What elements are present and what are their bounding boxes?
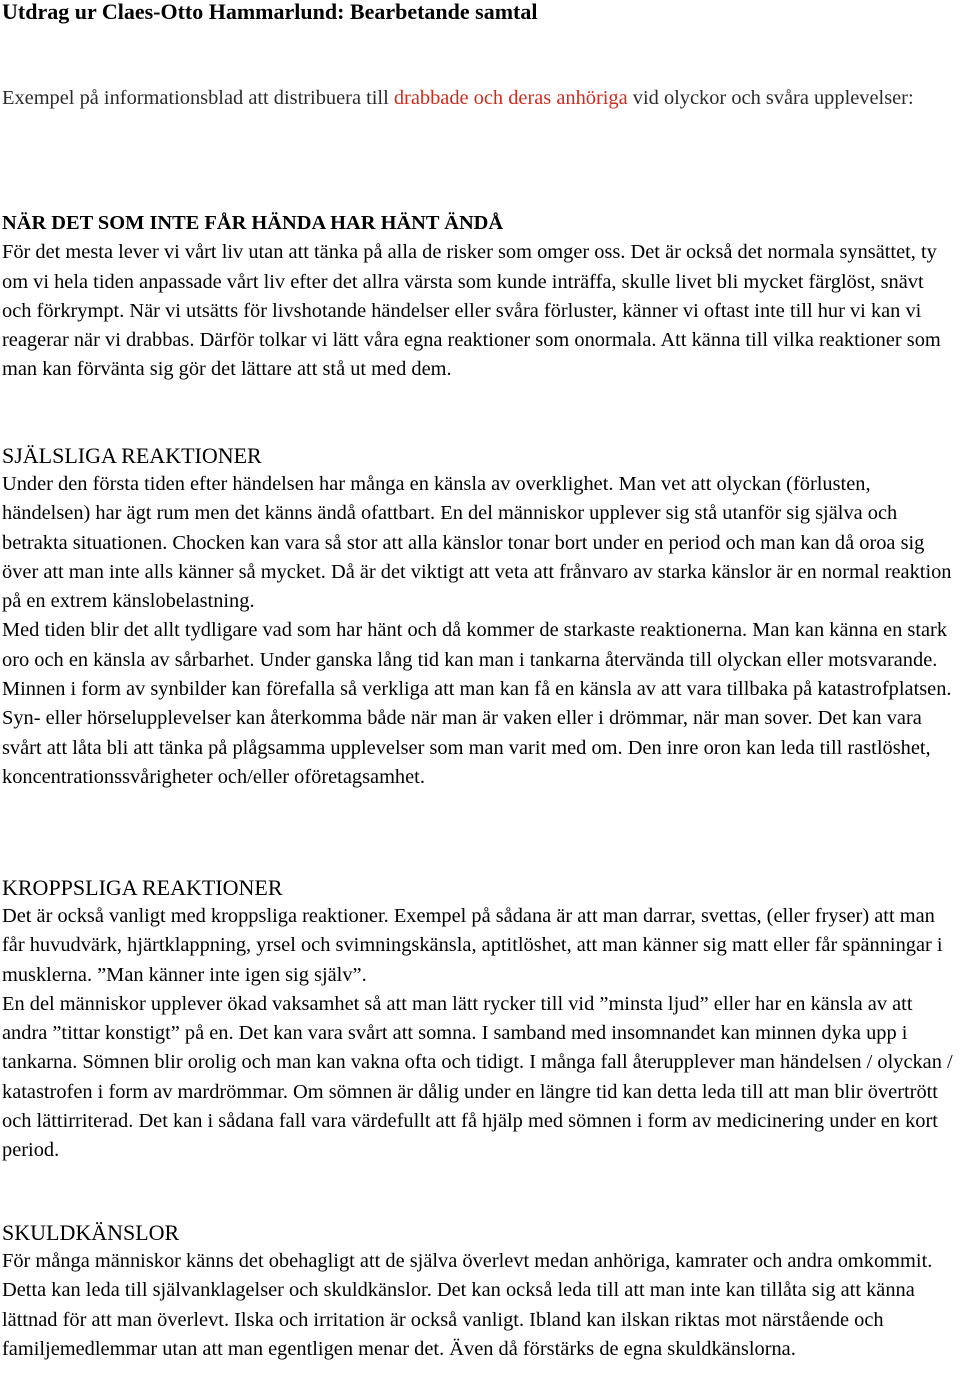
intro-paragraph xyxy=(2,83,956,115)
paragraph: En del människor upplever ökad vaksamhet så att man lätt rycker till vid ”minsta ljud” eller har en känsla av att andra ”tittar konstigt” på en. Det kan vara svårt att somna. I samband med insomnandet kan minnen dyka upp i tankarna. Sömnen blir orolig och man kan vakna ofta och tidigt. I många fall återupplever man händelsen / olyckan / katastrofen i form av mardrömmar. Om sömnen är dålig under en längre tid kan detta leda till att man blir övertrött och lättirriterad. Det kan i sådana fall vara värdefullt att få hjälp med sömnen i form av medicinering under en kort period. xyxy=(2,992,953,1162)
intro-text-before: Exempel på informationsblad att distribuera till xyxy=(2,87,394,109)
intro-text-after: vid olyckor och svåra upplevelser: xyxy=(627,87,914,109)
section-physical-reactions xyxy=(2,873,956,1166)
section-body xyxy=(2,238,956,384)
intro-highlight: drabbade och deras anhöriga xyxy=(393,87,628,109)
paragraph: Under den första tiden efter händelsen har många en känsla av overklighet. Man vet att olyckan (förlusten, händelsen) har ägt rum men det känns ändå ofattbart. En del människor upplever sig stå utanför sig själva och betrakta situationen. Chocken kan vara så stor att alla känslor tonar bort under en period och man kan då oroa sig över att man inte alls känner så mycket. Då är det viktigt att veta att frånvaro av starka känslor är en normal reaktion på en extrem känslobelastning. xyxy=(2,473,952,613)
section-heading: SKULDKÄNSLOR xyxy=(2,1220,180,1245)
paragraph: För det mesta lever vi vårt liv utan att tänka på alla de risker som omger oss. Det är också det normala synsättet, ty om vi hela tiden anpassade vårt liv efter det allra värsta som kunde inträffa, skulle livet bli mycket färglöst, snävt och förkrympt. När vi utsätts för livshotande händelser eller svåra förluster, känner vi oftast inte till hur vi kan vi reagerar när vi drabbas. Därför tolkar vi lätt våra egna reaktioner som onormala. Att känna till vilka reaktioner som man kan förvänta sig gör det lättare att stå ut med dem. xyxy=(2,241,941,381)
section-body xyxy=(2,902,956,1166)
section-guilt xyxy=(2,1218,956,1364)
section-intro-event xyxy=(2,209,956,385)
section-body xyxy=(2,470,956,792)
paragraph: Med tiden blir det allt tydligare vad som har hänt och då kommer de starkaste reaktionerna. Man kan känna en stark oro och en känsla av sårbarhet. Under ganska lång tid kan man i tankarna återvända till olyckan eller motsvarande. Minnen i form av synbilder kan förefalla så verkliga att man kan få en känsla av att vara tillbaka på katastrofplatsen. Syn- eller hörselupplevelser kan återkomma både när man är vaken eller i drömmar, när man sover. Det kan vara svårt att låta bli att tänka på plågsamma upplevelser som man varit med om. Den inre oron kan leda till rastlöshet, koncentrationssvårigheter och/eller oföretagsamhet. xyxy=(2,619,952,788)
section-body xyxy=(2,1247,956,1364)
paragraph: Det är också vanligt med kroppsliga reaktioner. Exempel på sådana är att man darrar, svettas, (eller fryser) att man får huvudvärk, hjärtklappning, yrsel och svimningskänsla, aptitlöshet, att man känner sig matt eller får spänningar i musklerna. ”Man känner inte igen sig själv”. xyxy=(2,905,943,986)
section-heading: SJÄLSLIGA REAKTIONER xyxy=(2,443,262,468)
section-mental-reactions xyxy=(2,441,956,792)
paragraph: För många människor känns det obehagligt att de själva överlevt medan anhöriga, kamrater och andra omkommit. Detta kan leda till självanklagelser och skuldkänslor. Det kan också leda till att man inte kan tillåta sig att känna lättnad för att man överlevt. Ilska och irritation är också vanligt. Ibland kan ilskan riktas mot närstående och familjemedlemmar utan att man egentligen menar det. Även då förstärks de egna skuldkänslorna. xyxy=(2,1250,933,1360)
document-title: Utdrag ur Claes-Otto Hammarlund: Bearbetande samtal xyxy=(2,0,538,24)
section-heading: KROPPSLIGA REAKTIONER xyxy=(2,875,283,900)
section-heading: NÄR DET SOM INTE FÅR HÄNDA HAR HÄNT ÄNDÅ xyxy=(2,212,504,234)
